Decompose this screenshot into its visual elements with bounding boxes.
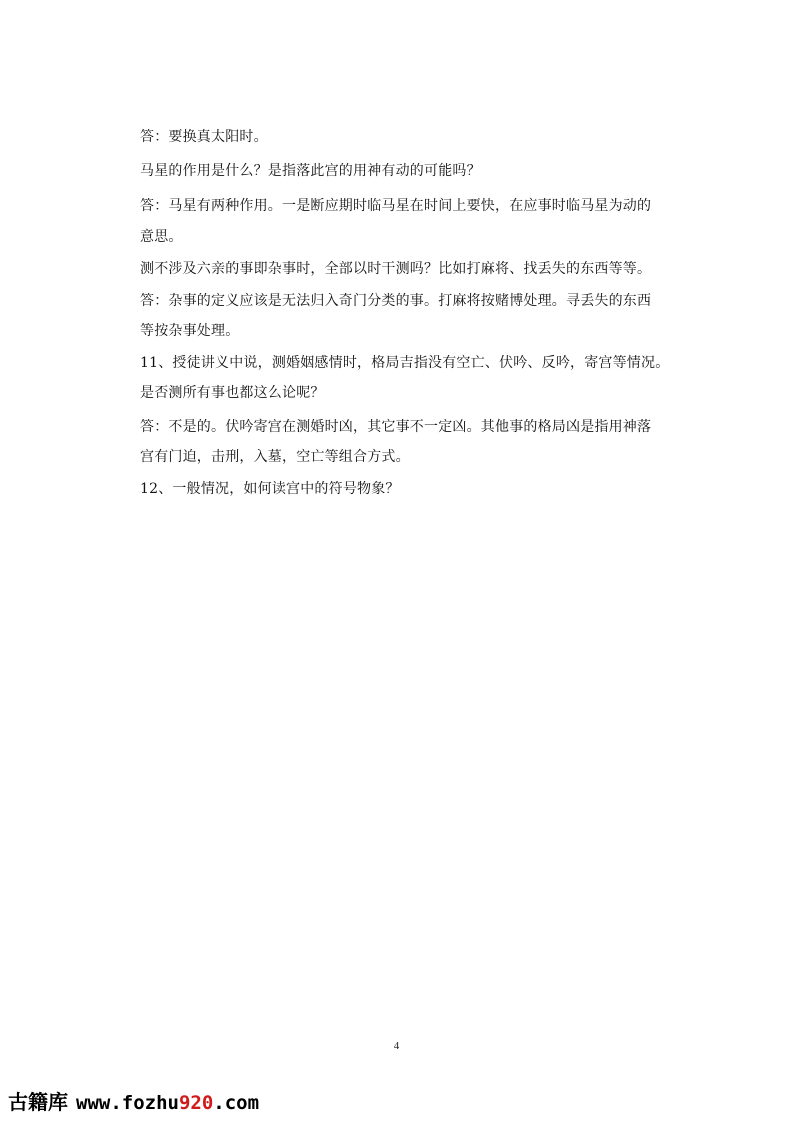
question-line: 12、一般情况，如何读宫中的符号物象？ bbox=[140, 481, 400, 497]
watermark-url-suffix: .com bbox=[213, 1092, 260, 1114]
watermark-name: 古籍库 bbox=[8, 1090, 68, 1114]
answer-line-continued: 宫有门迫，击刑，入墓，空亡等组合方式。 bbox=[140, 449, 410, 465]
page-number: 4 bbox=[393, 1040, 400, 1052]
watermark-logo bbox=[8, 1086, 259, 1116]
answer-line: 答：杂事的定义应该是无法归入奇门分类的事。打麻将按赌博处理。寻丢失的东西 bbox=[140, 293, 652, 309]
question-line: 11、授徒讲义中说，测婚姻感情时，格局吉指没有空亡、伏吟、反吟，寄宫等情况。 bbox=[140, 355, 670, 371]
answer-line: 答：马星有两种作用。一是断应期时临马星在时间上要快，在应事时临马星为动的 bbox=[140, 198, 652, 214]
answer-line: 答：要换真太阳时。 bbox=[140, 129, 268, 145]
watermark-url-prefix: www.fozhu bbox=[76, 1092, 179, 1114]
watermark-url-number: 920 bbox=[178, 1092, 214, 1114]
question-line-continued: 是否测所有事也都这么论呢？ bbox=[140, 385, 325, 401]
watermark-url bbox=[76, 1092, 259, 1114]
question-line: 测不涉及六亲的事即杂事时，全部以时干测吗？比如打麻将、找丢失的东西等等。 bbox=[140, 261, 652, 277]
question-line: 马星的作用是什么？是指落此宫的用神有动的可能吗？ bbox=[140, 163, 481, 179]
answer-line-continued: 等按杂事处理。 bbox=[140, 323, 240, 339]
answer-line-continued: 意思。 bbox=[140, 229, 183, 245]
answer-line: 答：不是的。伏吟寄宫在测婚时凶，其它事不一定凶。其他事的格局凶是指用神落 bbox=[140, 419, 652, 435]
